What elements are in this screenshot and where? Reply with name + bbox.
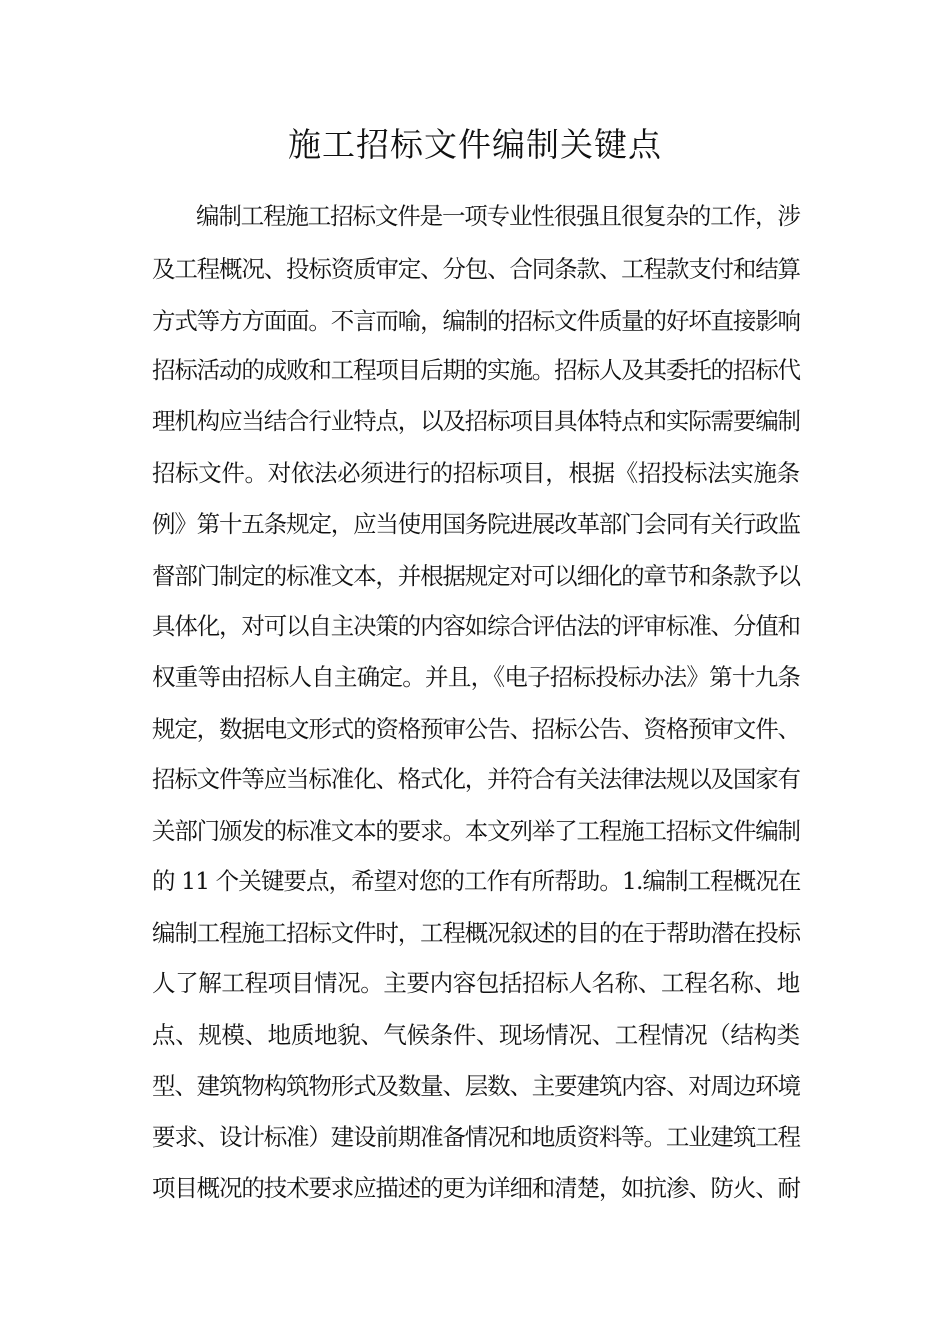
- paragraph-line: 规定，数据电文形式的资格预审公告、招标公告、资格预审文件、: [152, 715, 800, 743]
- paragraph-line: 招标文件。对依法必须进行的招标项目，根据《招投标法实施条: [152, 459, 800, 487]
- paragraph-line: 关部门颁发的标准文本的要求。本文列举了工程施工招标文件编制: [152, 817, 800, 845]
- paragraph-line: 点、规模、地质地貌、气候条件、现场情况、工程情况（结构类: [152, 1021, 800, 1049]
- paragraph-line: 招标文件等应当标准化、格式化，并符合有关法律法规以及国家有: [152, 765, 800, 793]
- paragraph-line: 要求、设计标准）建设前期准备情况和地质资料等。工业建筑工程: [152, 1123, 800, 1151]
- paragraph-line: 具体化，对可以自主决策的内容如综合评估法的评审标准、分值和: [152, 612, 800, 640]
- paragraph-line: 方式等方方面面。不言而喻，编制的招标文件质量的好坏直接影响: [152, 307, 800, 335]
- paragraph-line: 型、建筑物构筑物形式及数量、层数、主要建筑内容、对周边环境: [152, 1072, 800, 1100]
- paragraph-line: 编制工程施工招标文件时，工程概况叙述的目的在于帮助潜在投标: [152, 919, 800, 947]
- paragraph-line: 人了解工程项目情况。主要内容包括招标人名称、工程名称、地: [152, 969, 800, 997]
- paragraph-line: 例》第十五条规定，应当使用国务院进展改革部门会同有关行政监: [152, 510, 800, 538]
- paragraph-line: 及工程概况、投标资质审定、分包、合同条款、工程款支付和结算: [152, 255, 800, 283]
- document-title: 施工招标文件编制关键点: [288, 125, 662, 164]
- paragraph-line: 招标活动的成败和工程项目后期的实施。招标人及其委托的招标代: [152, 356, 800, 384]
- paragraph-line: 项目概况的技术要求应描述的更为详细和清楚，如抗渗、防火、耐: [152, 1174, 800, 1202]
- paragraph-line: 的 11 个关键要点，希望对您的工作有所帮助。1.编制工程概况在: [152, 867, 801, 895]
- paragraph-line: 理机构应当结合行业特点，以及招标项目具体特点和实际需要编制: [152, 407, 800, 435]
- paragraph-line: 编制工程施工招标文件是一项专业性很强且很复杂的工作，涉: [196, 202, 800, 230]
- paragraph-line: 督部门制定的标准文本，并根据规定对可以细化的章节和条款予以: [152, 562, 800, 590]
- paragraph-line: 权重等由招标人自主确定。并且，《电子招标投标办法》第十九条: [152, 663, 801, 691]
